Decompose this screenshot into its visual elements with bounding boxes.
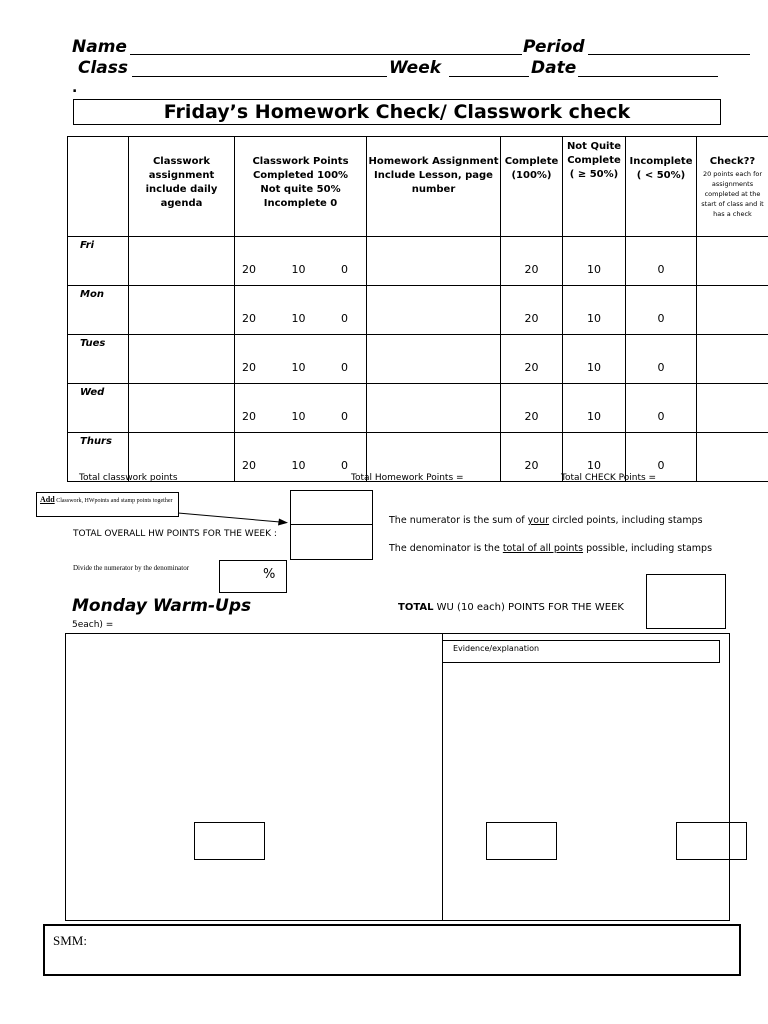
header-not-quite-line1: Not Quite Complete [566,141,622,166]
overall-points-label: TOTAL OVERALL HW POINTS FOR THE WEEK : [73,529,277,539]
complete-value[interactable]: 20 [524,458,539,472]
cw-point-zero[interactable]: 0 [341,262,348,276]
incomplete-cell[interactable] [626,237,697,286]
day-label: Thurs [80,436,112,447]
classwork-assignment-cell[interactable] [129,237,235,286]
table-row [68,335,768,384]
complete-value[interactable]: 20 [524,262,539,276]
check-cell[interactable] [697,237,768,286]
evidence-header: Evidence/explanation [453,644,540,653]
smm-label: SMM: [53,933,87,948]
warmups-area [65,633,730,921]
header-classwork-points-line3: Not quite 50% [260,184,341,195]
header-complete: Complete (100%) [501,137,563,237]
classwork-points-cell[interactable] [235,433,367,482]
not-quite-value[interactable]: 10 [587,360,601,374]
complete-cell[interactable] [501,335,563,384]
cw-point-half[interactable]: 10 [291,311,306,325]
date-field[interactable] [578,76,718,77]
header-check-note: 20 points each for assignments completed at the start of class and it has a check [701,170,764,218]
header-classwork-points-line4: Incomplete 0 [263,198,338,209]
arrow-icon [176,510,291,526]
evidence-header-box [442,640,720,663]
cw-point-zero[interactable]: 0 [341,409,348,423]
complete-cell[interactable] [501,433,563,482]
not-quite-value[interactable]: 10 [587,409,601,423]
cw-point-zero[interactable]: 0 [341,458,348,472]
header-classwork-points-line1: Classwork Points [252,156,349,167]
class-label: Class [78,58,129,78]
denominator-box[interactable] [290,524,373,560]
warmups-total-box[interactable] [646,574,726,629]
period-label: Period [523,37,585,57]
cw-point-half[interactable]: 10 [291,409,306,423]
incomplete-value[interactable]: 0 [657,262,665,276]
day-label: Tues [80,338,106,349]
numerator-note [389,515,703,526]
classwork-assignment-cell[interactable] [129,384,235,433]
numerator-note-pre: The numerator is the sum of [389,515,528,526]
week-field[interactable] [449,76,529,77]
header-homework-assignment: Homework Assignment Include Lesson, page number [367,137,501,237]
warmups-title: Monday Warm-Ups [72,596,252,616]
header-day [68,137,129,237]
incomplete-value[interactable]: 0 [657,311,665,325]
day-cell [68,335,129,384]
homework-table [67,136,768,482]
homework-assignment-cell[interactable] [367,237,501,286]
check-cell[interactable] [697,384,768,433]
incomplete-value[interactable]: 0 [657,409,665,423]
denominator-note-pre: The denominator is the [389,543,503,554]
homework-assignment-cell[interactable] [367,286,501,335]
classwork-assignment-cell[interactable] [129,286,235,335]
not-quite-cell[interactable] [563,384,626,433]
stray-dot: . [72,80,78,96]
cw-point-full[interactable]: 20 [242,458,256,472]
incomplete-value[interactable]: 0 [657,360,665,374]
warmup-score-box-3[interactable] [676,822,747,860]
header-check [697,137,768,237]
complete-cell[interactable] [501,237,563,286]
table-row [68,384,768,433]
cw-point-full[interactable]: 20 [242,262,256,276]
cw-point-full[interactable]: 20 [242,409,256,423]
warmup-score-box-1[interactable] [194,822,265,860]
percent-box[interactable] [219,560,287,593]
table-row [68,237,768,286]
classwork-points-cell[interactable] [235,335,367,384]
header-classwork-assignment: Classwork assignment include daily agenda [129,137,235,237]
header-not-quite [563,137,626,237]
numerator-box[interactable] [290,490,373,525]
check-cell[interactable] [697,433,768,482]
denominator-note [389,543,712,554]
day-label: Wed [80,387,105,398]
incomplete-cell[interactable] [626,384,697,433]
day-cell [68,384,129,433]
divide-label: Divide the numerator by the denominator [73,564,190,572]
table-row [68,286,768,335]
classwork-points-cell[interactable] [235,384,367,433]
cw-point-half[interactable]: 10 [291,458,306,472]
smm-box[interactable] [43,924,741,976]
date-label: Date [531,58,577,78]
cw-point-half[interactable]: 10 [291,262,306,276]
classwork-points-cell[interactable] [235,286,367,335]
complete-cell[interactable] [501,286,563,335]
header-check-title: Check?? [709,156,756,167]
complete-value[interactable]: 20 [524,360,539,374]
not-quite-cell[interactable] [563,335,626,384]
name-label: Name [72,37,127,57]
cw-point-zero[interactable]: 0 [341,311,348,325]
not-quite-value[interactable]: 10 [587,458,601,472]
day-cell [68,286,129,335]
classwork-assignment-cell[interactable] [129,335,235,384]
name-field[interactable] [130,54,522,55]
header-classwork-points-line2: Completed 100% [252,170,349,181]
cw-point-half[interactable]: 10 [291,360,306,374]
day-cell [68,237,129,286]
complete-value[interactable]: 20 [524,409,539,423]
complete-cell[interactable] [501,384,563,433]
denominator-note-underlined: total of all points [502,543,584,554]
week-label: Week [389,58,442,78]
period-field[interactable] [588,54,750,55]
total-check-label: Total CHECK Points = [561,473,657,483]
classwork-points-cell[interactable] [235,237,367,286]
cw-point-full[interactable]: 20 [242,311,256,325]
page-title: Friday’s Homework Check/ Classwork check [163,101,631,123]
header-classwork-points [235,137,367,237]
homework-assignment-cell[interactable] [367,335,501,384]
day-label: Mon [80,289,104,300]
total-homework-label: Total Homework Points = [351,473,464,483]
table-header-row [68,137,768,237]
warmups-total-label [398,602,646,613]
title-box [73,99,721,125]
homework-assignment-cell[interactable] [367,384,501,433]
add-note-text: Classwork, HWpoints and stamp points together [56,498,173,504]
total-classwork-label: Total classwork points [79,473,178,483]
header-not-quite-line2: ( ≥ 50%) [569,169,619,180]
numerator-note-post: circled points, including stamps [549,515,703,526]
incomplete-cell[interactable] [626,335,697,384]
not-quite-value[interactable]: 10 [587,262,601,276]
add-note-bold: Add [40,495,55,504]
add-note-box [36,492,179,517]
check-cell[interactable] [697,286,768,335]
not-quite-value[interactable]: 10 [587,311,601,325]
warmups-total-text: WU (10 each) POINTS FOR THE WEEK [433,602,624,613]
class-field[interactable] [132,76,387,77]
check-cell[interactable] [697,335,768,384]
not-quite-cell[interactable] [563,237,626,286]
denominator-note-post: possible, including stamps [583,543,713,554]
numerator-note-underlined: your [527,515,550,526]
cw-point-zero[interactable]: 0 [341,360,348,374]
warmup-score-box-2[interactable] [486,822,557,860]
day-label: Fri [80,240,95,251]
header-incomplete: Incomplete ( < 50%) [626,137,697,237]
warmups-each-label: 5each) = [72,620,114,630]
complete-value[interactable]: 20 [524,311,539,325]
not-quite-cell[interactable] [563,286,626,335]
cw-point-full[interactable]: 20 [242,360,256,374]
incomplete-value[interactable]: 0 [657,458,665,472]
warmups-total-bold: TOTAL [398,602,434,613]
warmups-divider [442,633,443,921]
incomplete-cell[interactable] [626,286,697,335]
percent-sign: % [263,567,276,582]
